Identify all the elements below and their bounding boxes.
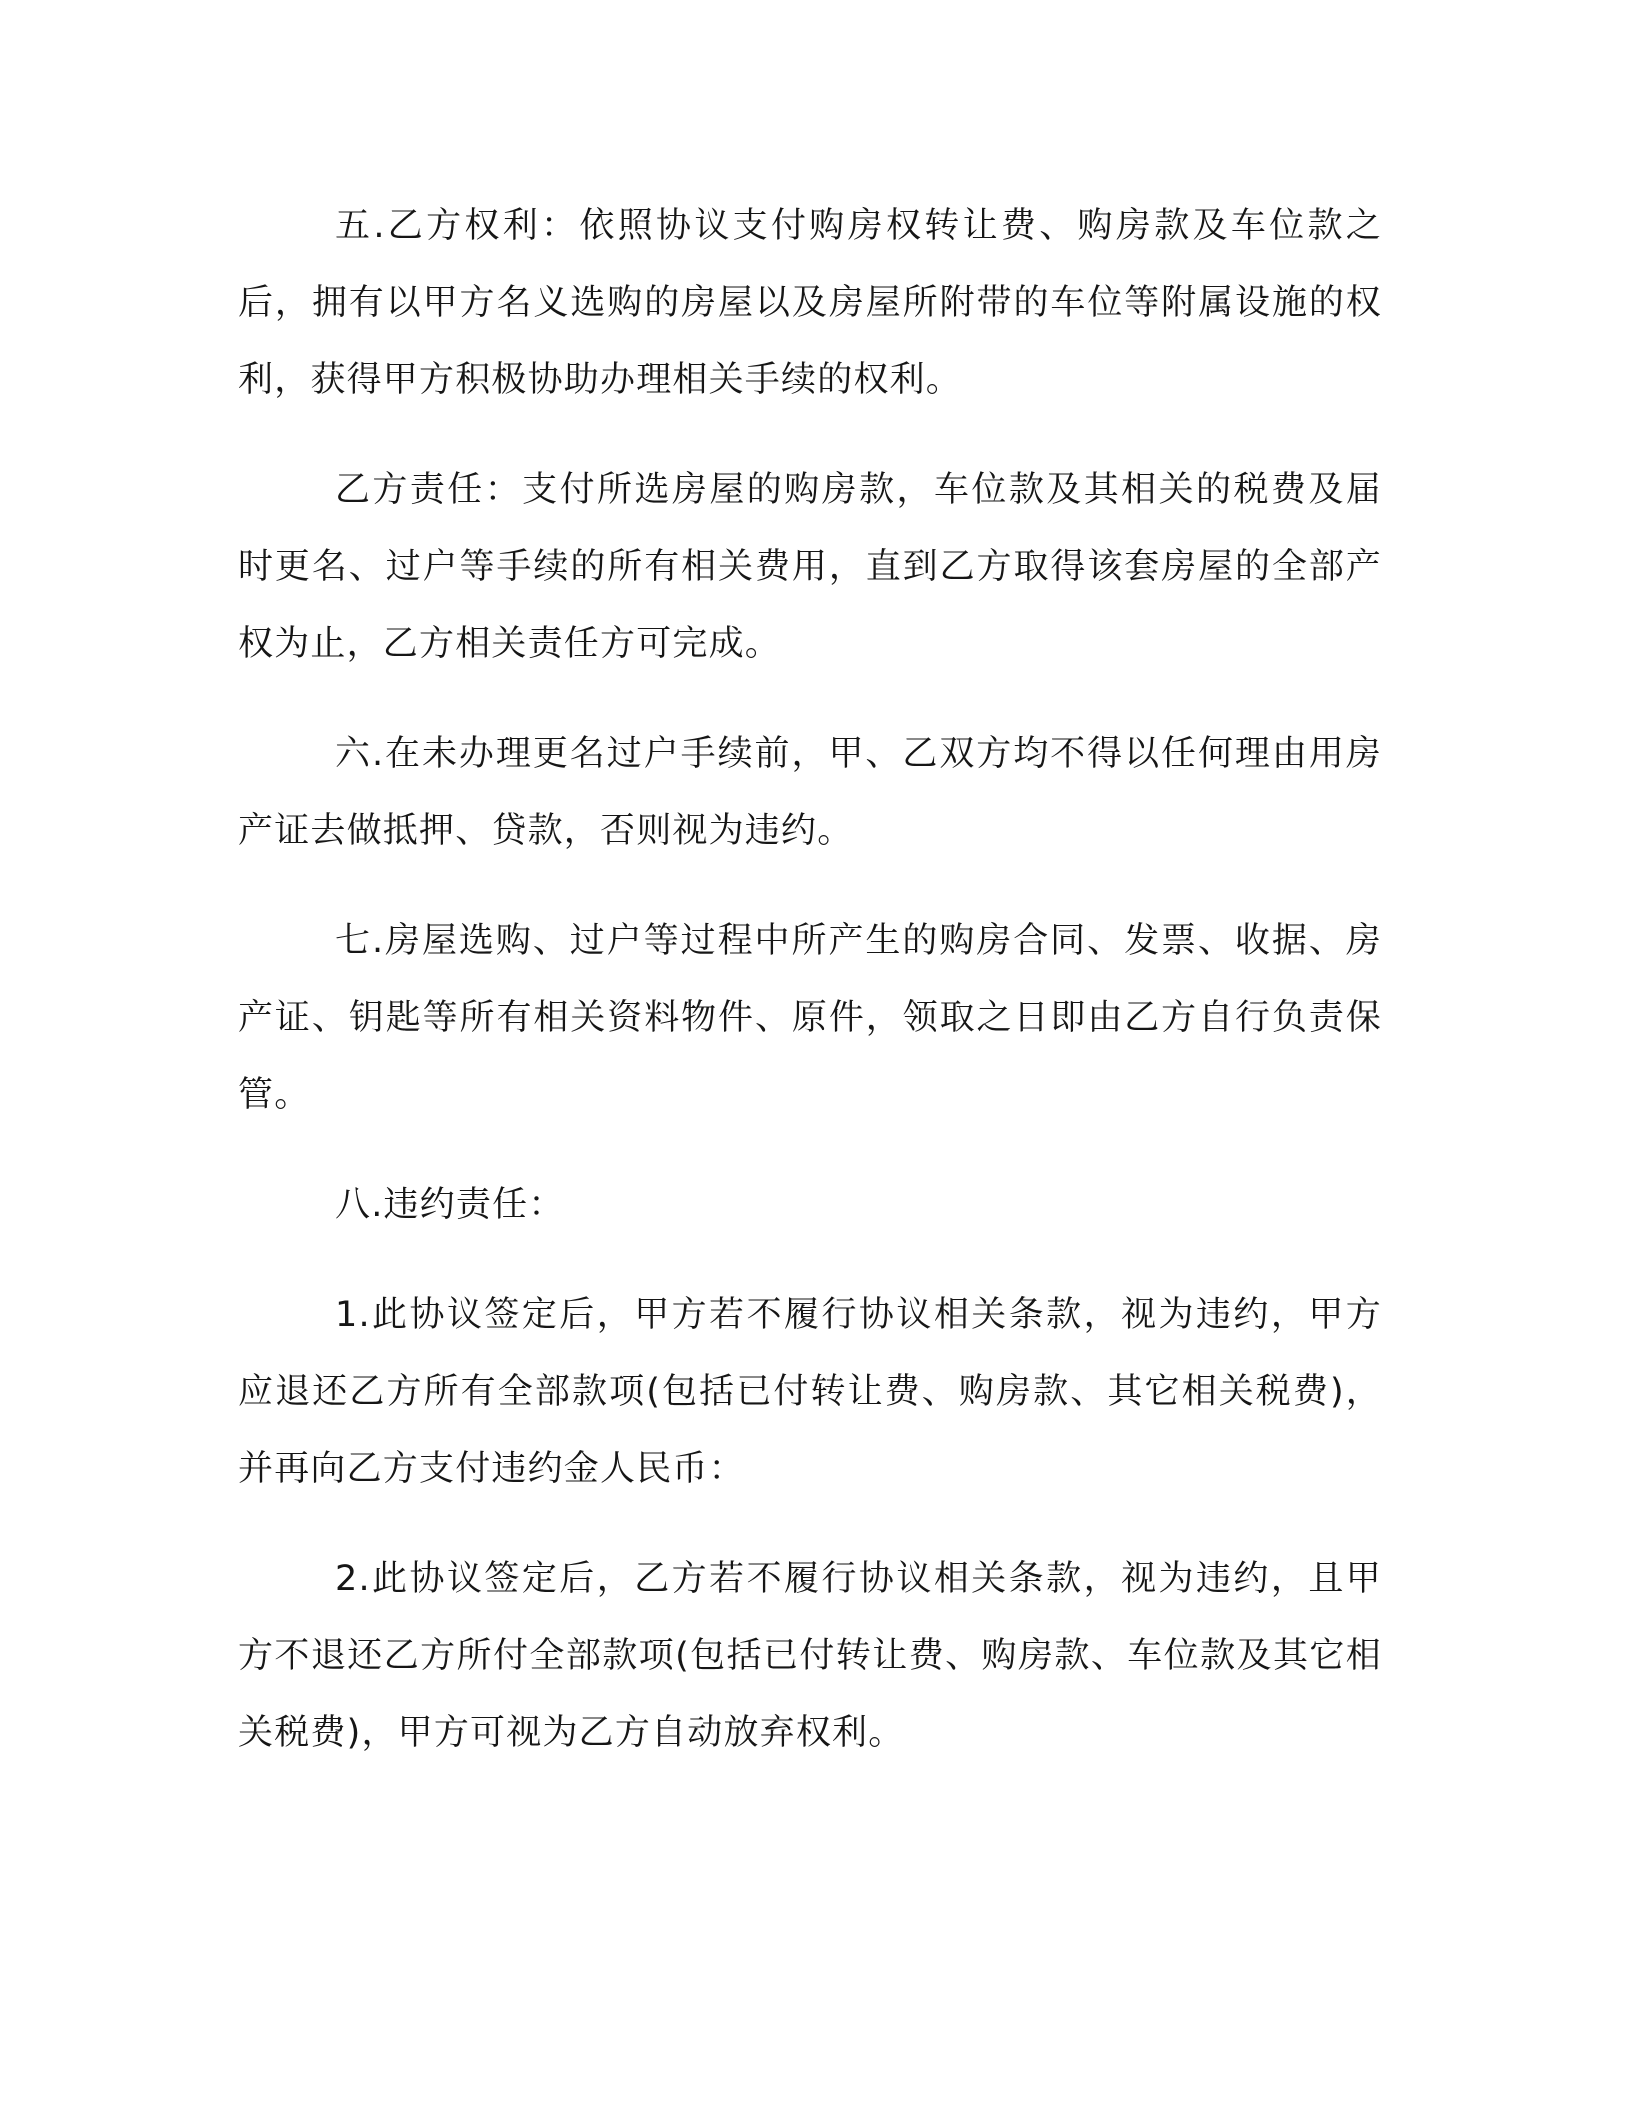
clause-five-rights: 五.乙方权利：依照协议支付购房权转让费、购房款及车位款之后，拥有以甲方名义选购的房屋以及房屋所附带的车位等附属设施的权利，获得甲方积极协助办理相关手续的权利。 bbox=[238, 206, 1382, 400]
clause-eight-item-1: 1.此协议签定后，甲方若不履行协议相关条款，视为违约，甲方应退还乙方所有全部款项(包括已付转让费、购房款、其它相关税费)，并再向乙方支付违约金人民币： bbox=[238, 1295, 1382, 1489]
document-body bbox=[238, 188, 1382, 1772]
clause-five-responsibilities: 乙方责任：支付所选房屋的购房款，车位款及其相关的税费及届时更名、过户等手续的所有相关费用，直到乙方取得该套房屋的全部产权为止，乙方相关责任方可完成。 bbox=[238, 470, 1382, 664]
clause-eight-heading: 八.违约责任： bbox=[335, 1185, 565, 1225]
clause-six: 六.在未办理更名过户手续前，甲、乙双方均不得以任何理由用房产证去做抵押、贷款，否则视为违约。 bbox=[238, 734, 1382, 851]
clause-eight-item-2: 2.此协议签定后，乙方若不履行协议相关条款，视为违约，且甲方不退还乙方所付全部款项(包括已付转让费、购房款、车位款及其它相关税费)，甲方可视为乙方自动放弃权利。 bbox=[238, 1559, 1382, 1753]
clause-seven: 七.房屋选购、过户等过程中所产生的购房合同、发票、收据、房产证、钥匙等所有相关资料物件、原件，领取之日即由乙方自行负责保管。 bbox=[238, 921, 1382, 1115]
